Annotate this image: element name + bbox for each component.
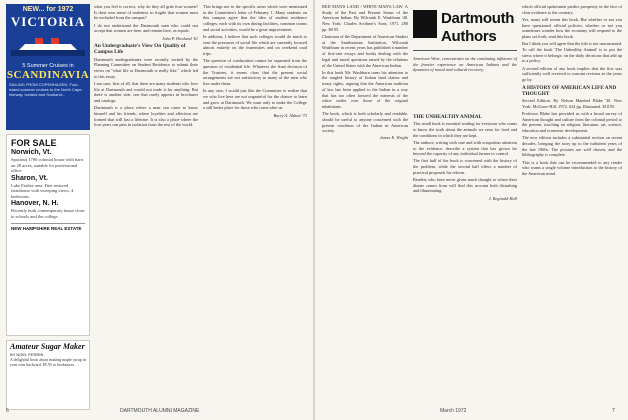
- paragraph: Dartmouth is a place where a man can come to know himself and his friends, where loyalties and affection are formed that will last a lifetime. It is also a place where the four years can pass in isolation from the rest of the world.: [94, 105, 198, 128]
- paragraph: I do not understand the Dartmouth men who could not accept that women are here, and remain here, as equals.: [94, 22, 198, 34]
- page-number-left: 6: [6, 408, 9, 414]
- letters-column-1: [94, 4, 198, 406]
- ad-new-for-label: NEW... for 1972: [22, 6, 74, 13]
- review-heading: A HISTORY OF AMERICAN LIFE AND THOUGHT: [522, 84, 617, 97]
- review-column-2: [413, 112, 517, 406]
- paragraph: In any case, I would just like the Committee to realize that we who live here are not ungrateful for the chance to learn and grow at Dartmouth. We want only to make the College a still better place for those who come after us.: [203, 88, 307, 111]
- paragraph: This brings me to the specific areas which were mentioned in the Committee's letter of February 1. Many students on this campus agree that the idea of student residence colleges, each with its own dining facilities, common rooms and social activities, would be a great improvement.: [203, 4, 307, 32]
- paragraph: The first half of the book is concerned with the history of the problem, while the second half offers a number of practical proposals for reform.: [413, 158, 517, 175]
- paragraph: But I think you will agree that the title is not unwarranted. To call the book 'The Unhealthy Animal' is to put the stress where it belongs: on the daily decisions that add up to a policy.: [522, 41, 622, 64]
- paragraph: This is a book that can be recommended to any reader who wants a single volume introduction to the history of the American mind.: [522, 159, 622, 176]
- ship-illustration: [11, 32, 85, 56]
- listing-text: Recently built contemporary house close to schools and the college.: [11, 208, 85, 219]
- paragraph: This small book is essential reading for everyone who wants to know the truth about the animals we raise for food and the conditions in which they are kept.: [413, 121, 517, 138]
- ad-destination: SCANDINAVIA: [6, 69, 90, 81]
- listing-place: Hanover, N. H.: [11, 200, 59, 207]
- letters-column-2: [203, 4, 307, 406]
- page-gutter: [313, 0, 315, 420]
- header-rule: [413, 50, 517, 51]
- issue-date: March 1972: [440, 408, 467, 414]
- ad-column: [6, 4, 90, 408]
- paragraph: what you feel is correct, why do they all grab four women? Is their own sense of maleness so fragile that women must be excluded from the campus?: [94, 4, 198, 21]
- section-title-line-2: Authors: [441, 28, 497, 45]
- paragraph: which official spokesmen predict prosperity in the face of clear evidence to the contrary.: [522, 4, 622, 15]
- reviewer-signature: James E. Wright: [379, 135, 408, 141]
- letter-heading: An Undergraduate's View On Quality of Campus Life: [94, 43, 186, 56]
- magazine-name: DARTMOUTH ALUMNI MAGAZINE: [120, 408, 200, 414]
- listing-text: Lake Fairlee area. Fine restored farmhouse with sweeping views, 4 bedrooms.: [11, 182, 74, 199]
- listing-place: Sharon, Vt.: [11, 174, 48, 182]
- listing-text: Spacious 1790 colonial house with barn on 28 acres, suitable for professional office.: [11, 157, 83, 173]
- book-ad-text: A delightful book about making maple syrup in your own backyard. $5.95 at bookstores.: [10, 357, 86, 367]
- section-logo-icon: [413, 10, 437, 38]
- ad-cruise-headline: 5 Summer Cruises in: [22, 63, 74, 69]
- paragraph: The authors, writing with care and with scrupulous attention to the evidence, describe a system that has grown far beyond the capacity of any individual farmer to control.: [413, 139, 517, 157]
- paragraph: RED MAN'S LAND / WHITE MAN'S LAW: A Study of the Past and Present Status of the American Indian. By Wilcomb E. Washburn '48. New York: Charles Scribner's Sons, 1971. 280 pp. $8.95.: [322, 4, 408, 32]
- paragraph: Yes, many will resent this book. But whether or not you have questioned official policies, whether or not you sometimes wonder how the economy will respond to the plans set forth, read this book.: [522, 16, 622, 40]
- book-ad: [6, 340, 90, 410]
- ad-brand-name: VICTORIA: [10, 14, 86, 29]
- paragraph: Professor Blake has provided us with a broad survey of American thought and culture from the colonial period to the present, touching on religion, literature, art, science, education and economic development.: [522, 110, 622, 134]
- review-heading: THE UNHEALTHY ANIMAL: [413, 114, 483, 120]
- paragraph: The new edition includes a substantial section on recent decades, bringing the story up to the turbulent years of the late 1960s. The pictures are well chosen, and the bibliography is complete.: [522, 135, 622, 158]
- review-column-3: [522, 4, 622, 406]
- section-header: [413, 4, 517, 108]
- paragraph: Readers who have never given much thought to where their dinner comes from will find this account both disturbing and illuminating.: [413, 177, 517, 194]
- paragraph: Chairman of the Department of American Studies at the Smithsonian Institution, Wilcomb Washburn in recent years has published a number of first-rate essays and books dealing with the legal and moral questions raised by the relations of the United States with the American Indian.: [322, 34, 408, 68]
- page-number-right: 7: [612, 408, 615, 414]
- review-column-1: [322, 4, 408, 406]
- section-title-line-1: Dartmouth: [441, 10, 515, 27]
- letter-signature: Barry A. Abbott '73: [273, 112, 307, 118]
- ad-sale-heading: FOR SALE: [11, 138, 57, 148]
- paragraph: In this book Mr. Washburn turns his attention to the tangled history of Indian land claims and treaty rights, arguing that the American tradition of law has been applied to the Indian in a way that has too often favored the interests of the white settler over those of the original inhabitants.: [322, 69, 408, 109]
- real-estate-ad: [6, 134, 90, 336]
- letter-signature: John P. Howland '61: [162, 35, 198, 41]
- paragraph: The book, which is both scholarly and readable, should be useful to anyone concerned with the present condition of the Indian in American society.: [322, 111, 408, 134]
- victoria-cruise-ad: [6, 4, 90, 130]
- paragraph: In addition, I believe that such colleges would do much to ease the pressures of social life which are currently focused almost entirely on the fraternities and on weekend road trips.: [203, 34, 307, 57]
- paragraph: Dartmouth undergraduates were recently invited by the Planning Committee on Student Residence to submit their views on "what life at Dartmouth is really like," which led to this essay.: [94, 56, 198, 79]
- paragraph: A second edition of any book implies that the first was sufficiently well received to warrant revision as the years go by.: [522, 65, 622, 82]
- paragraph: Second Edition. By Nelson Manfred Blake '30. New York: McGraw-Hill, 1972. 624 pp. Illustrated. $10.95.: [522, 98, 622, 109]
- book-ad-title: Amateur Sugar Maker: [10, 342, 85, 351]
- ad-fine-print: SAILING FROM COPENHAGEN. Four-island summer cruises to the North Cape, Norway, Iceland and Scotland...: [9, 82, 83, 97]
- section-intro: American Wine, concentrates on the continuing influence of the frontier experience on American Indians and the dynamics of moral and cultural recovery.: [413, 56, 517, 73]
- book-ad-byline: BY NOEL PERRIN: [10, 352, 44, 357]
- paragraph: I am sure, first of all, that there are many students who love life at Dartmouth and would not trade it for anything. But there is another side, one that rarely appears in brochures and catalogs.: [94, 80, 198, 104]
- paragraph: The question of coeducation cannot be separated from the question of residential life. Whatever the final decision of the Trustees, it seems clear that the present social arrangements are not satisfactory to many of the men who live under them.: [203, 58, 307, 87]
- listing-place: Norwich, Vt.: [11, 149, 52, 156]
- reviewer-signature: J. Reginald Hall: [488, 195, 517, 201]
- agency-name: NEW HAMPSHIRE REAL ESTATE: [11, 223, 85, 231]
